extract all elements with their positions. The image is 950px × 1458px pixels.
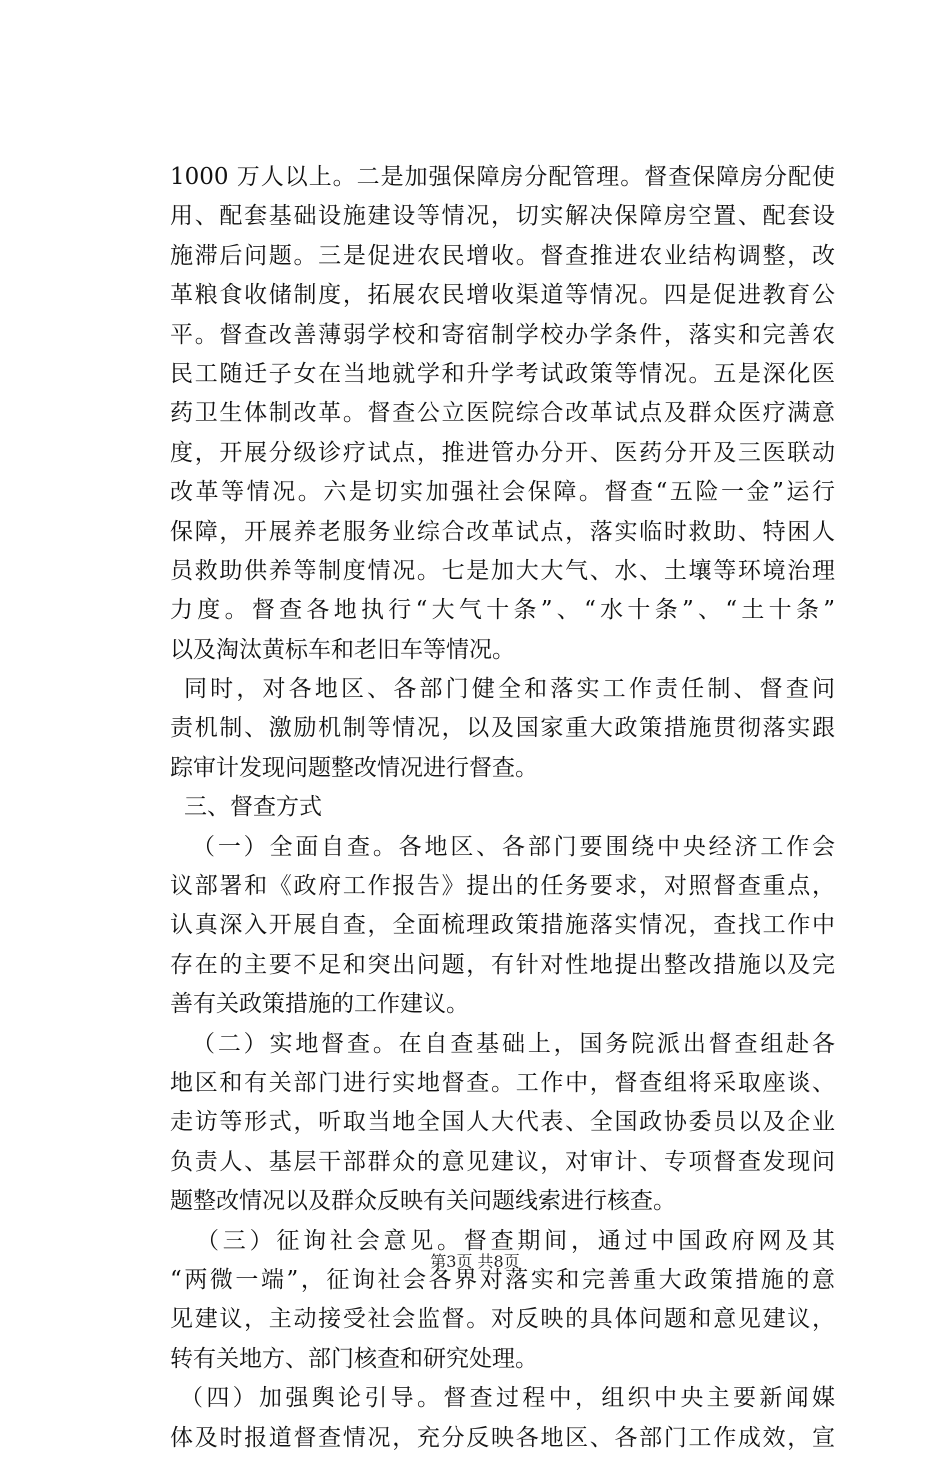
text-line: 施滞后问题。三是促进农民增收。督查推进农业结构调整，改 bbox=[170, 242, 835, 269]
text-line: 转有关地方、部门核查和研究处理。 bbox=[170, 1345, 538, 1372]
page-number-footer: 第3页 共8页 bbox=[430, 1252, 520, 1271]
text-line: 平。督查改善薄弱学校和寄宿制学校办学条件，落实和完善农 bbox=[170, 321, 835, 348]
text-line: （三）征询社会意见。督查期间，通过中国政府网及其 bbox=[196, 1227, 835, 1254]
text-line: 用、配套基础设施建设等情况，切实解决保障房空置、配套设 bbox=[170, 203, 835, 230]
text-line: 员救助供养等制度情况。七是加大大气、水、土壤等环境治理 bbox=[170, 557, 835, 584]
text-line: 走访等形式，听取当地全国人大代表、全国政协委员以及企业 bbox=[170, 1109, 835, 1136]
text-line: 善有关政策措施的工作建议。 bbox=[170, 991, 469, 1018]
text-line: 保障，开展养老服务业综合改革试点，落实临时救助、特困人 bbox=[170, 518, 835, 545]
text-line: 药卫生体制改革。督查公立医院综合改革试点及群众医疗满意 bbox=[170, 400, 835, 427]
text-line: 见建议，主动接受社会监督。对反映的具体问题和意见建议， bbox=[170, 1306, 835, 1333]
text-line: 责机制、激励机制等情况，以及国家重大政策措施贯彻落实跟 bbox=[170, 715, 835, 742]
text-line: 1000 万人以上。二是加强保障房分配管理。督查保障房分配使 bbox=[170, 164, 835, 190]
text-line: 地区和有关部门进行实地督查。工作中，督查组将采取座谈、 bbox=[170, 1069, 835, 1096]
text-line: 度，开展分级诊疗试点，推进管办分开、医药分开及三医联动 bbox=[170, 439, 835, 466]
text-line: （一）全面自查。各地区、各部门要围绕中央经济工作会 bbox=[192, 833, 835, 860]
text-line: 同时，对各地区、各部门健全和落实工作责任制、督查问 bbox=[184, 676, 835, 703]
section-heading: 三、督查方式 bbox=[184, 794, 322, 821]
text-line: 民工随迁子女在当地就学和升学考试政策等情况。五是深化医 bbox=[170, 360, 835, 387]
text-line: “两微一端”，征询社会各界对落实和完善重大政策措施的意 bbox=[170, 1266, 835, 1293]
text-line: 认真深入开展自查，全面梳理政策措施落实情况，查找工作中 bbox=[170, 912, 835, 939]
text-line: 负责人、基层干部群众的意见建议，对审计、专项督查发现问 bbox=[170, 1148, 835, 1175]
text-line: 议部署和《政府工作报告》提出的任务要求，对照督查重点， bbox=[170, 873, 835, 900]
text-line: 存在的主要不足和突出问题，有针对性地提出整改措施以及完 bbox=[170, 951, 835, 978]
text-line: 题整改情况以及群众反映有关问题线索进行核查。 bbox=[170, 1188, 676, 1215]
text-line: 以及淘汰黄标车和老旧车等情况。 bbox=[170, 636, 515, 663]
text-line: 改革等情况。六是切实加强社会保障。督查“五险一金”运行 bbox=[170, 479, 835, 506]
text-line: （四）加强舆论引导。督查过程中，组织中央主要新闻媒 bbox=[180, 1385, 835, 1412]
text-line: 力度。督查各地执行“大气十条”、“水十条”、“土十条” bbox=[170, 597, 835, 624]
text-line: （二）实地督查。在自查基础上，国务院派出督查组赴各 bbox=[192, 1030, 835, 1057]
text-line: 体及时报道督查情况，充分反映各地区、各部门工作成效，宣 bbox=[170, 1424, 835, 1451]
text-line: 踪审计发现问题整改情况进行督查。 bbox=[170, 754, 538, 781]
text-line: 革粮食收储制度，拓展农民增收渠道等情况。四是促进教育公 bbox=[170, 282, 835, 309]
